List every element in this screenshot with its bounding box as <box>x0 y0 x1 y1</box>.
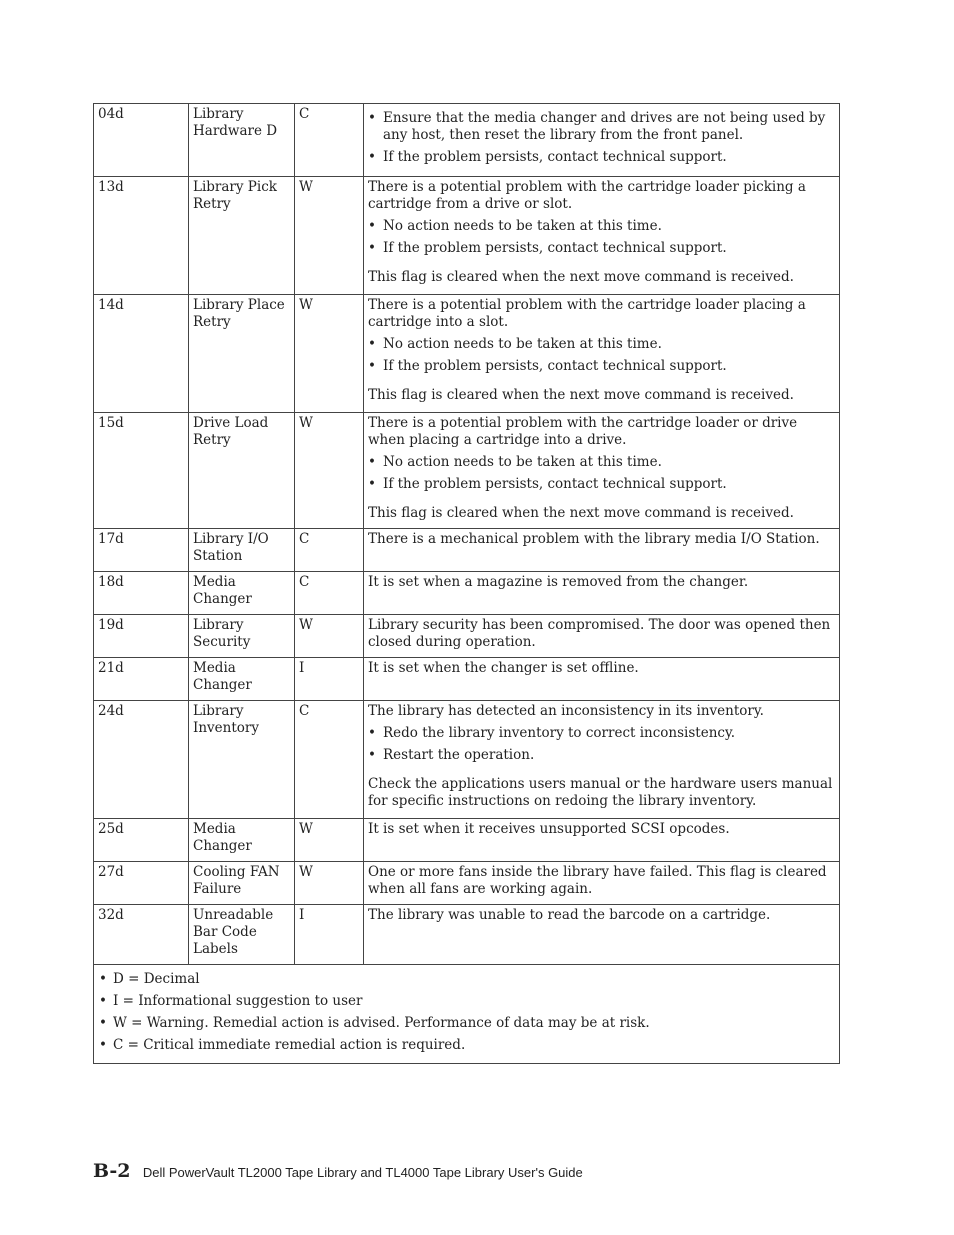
bullet-item: • Redo the library inventory to correct inconsistency. <box>368 725 835 742</box>
flag-name: Drive Load Retry <box>189 413 295 529</box>
bullet-item: • If the problem persists, contact technical support. <box>368 240 835 257</box>
bullet-item: • No action needs to be taken at this time. <box>368 454 835 471</box>
flag-code: 04d <box>94 104 189 177</box>
flag-description <box>364 413 840 529</box>
flag-code: 32d <box>94 905 189 965</box>
description-note: This flag is cleared when the next move command is received. <box>368 505 794 521</box>
flag-name: Library Place Retry <box>189 295 295 413</box>
page-footer <box>93 1160 583 1182</box>
flag-name: Library Pick Retry <box>189 177 295 295</box>
bullet-item: • If the problem persists, contact technical support. <box>368 149 835 166</box>
bullet-item: • No action needs to be taken at this time. <box>368 218 835 235</box>
description-text: There is a potential problem with the cartridge loader or drive when placing a cartridge into a drive. <box>368 415 798 448</box>
bullet-list <box>368 336 835 375</box>
legend-item: • C = Critical immediate remedial action is required. <box>98 1037 835 1054</box>
flag-name: Library Inventory <box>189 701 295 819</box>
flag-type: W <box>295 413 364 529</box>
table-row <box>94 615 840 658</box>
table-row <box>94 529 840 572</box>
bullet-list <box>368 218 835 257</box>
table-row <box>94 413 840 529</box>
flag-type: C <box>295 529 364 572</box>
legend-item: • W = Warning. Remedial action is advised. Performance of data may be at risk. <box>98 1015 835 1032</box>
page-number: B-2 <box>93 1160 131 1182</box>
legend-item: • D = Decimal <box>98 971 835 988</box>
flag-description <box>364 701 840 819</box>
table-row <box>94 104 840 177</box>
legend-row <box>94 965 840 1064</box>
document-title: Dell PowerVault TL2000 Tape Library and TL4000 Tape Library User's Guide <box>142 1165 583 1180</box>
flag-code: 24d <box>94 701 189 819</box>
flag-name: Media Changer <box>189 658 295 701</box>
table-row <box>94 905 840 965</box>
flag-description: It is set when it receives unsupported SCSI opcodes. <box>364 819 840 862</box>
flag-type: W <box>295 862 364 905</box>
flag-name: Library Hardware D <box>189 104 295 177</box>
flag-code: 18d <box>94 572 189 615</box>
bullet-item: • Restart the operation. <box>368 747 835 764</box>
flag-code: 15d <box>94 413 189 529</box>
flag-type: I <box>295 658 364 701</box>
description-text: There is a potential problem with the cartridge loader placing a cartridge into a slot. <box>368 297 806 330</box>
table-row <box>94 295 840 413</box>
flag-name: Library Security <box>189 615 295 658</box>
flag-description: It is set when the changer is set offline. <box>364 658 840 701</box>
flag-code: 27d <box>94 862 189 905</box>
flag-type: W <box>295 295 364 413</box>
flag-description: It is set when a magazine is removed from the changer. <box>364 572 840 615</box>
description-note: Check the applications users manual or the hardware users manual for specific instructions on redoing the library inventory. <box>368 776 833 809</box>
flag-type: C <box>295 572 364 615</box>
table-row <box>94 572 840 615</box>
flag-type: C <box>295 104 364 177</box>
flag-name: Media Changer <box>189 572 295 615</box>
bullet-list <box>368 725 835 764</box>
flag-name: Library I/O Station <box>189 529 295 572</box>
legend-cell <box>94 965 840 1064</box>
tape-alert-flags-table <box>93 103 840 1064</box>
flag-code: 17d <box>94 529 189 572</box>
flag-type: C <box>295 701 364 819</box>
description-text: There is a potential problem with the cartridge loader picking a cartridge from a drive or slot. <box>368 179 806 212</box>
flag-name: Cooling FAN Failure <box>189 862 295 905</box>
flag-description <box>364 295 840 413</box>
table-row <box>94 701 840 819</box>
flag-type: W <box>295 819 364 862</box>
bullet-item: • If the problem persists, contact technical support. <box>368 358 835 375</box>
flag-description: Library security has been compromised. The door was opened then closed during operation. <box>364 615 840 658</box>
table-row <box>94 862 840 905</box>
table-row <box>94 819 840 862</box>
legend-list <box>98 971 835 1054</box>
flag-description <box>364 104 840 177</box>
flag-name: Media Changer <box>189 819 295 862</box>
flag-code: 19d <box>94 615 189 658</box>
bullet-item: • No action needs to be taken at this time. <box>368 336 835 353</box>
table-row <box>94 658 840 701</box>
description-note: This flag is cleared when the next move command is received. <box>368 269 794 285</box>
flag-description <box>364 177 840 295</box>
description-note: This flag is cleared when the next move command is received. <box>368 387 794 403</box>
flag-type: W <box>295 615 364 658</box>
legend-item: • I = Informational suggestion to user <box>98 993 835 1010</box>
description-text: The library has detected an inconsistency in its inventory. <box>368 703 764 719</box>
flag-type: W <box>295 177 364 295</box>
flag-description: One or more fans inside the library have failed. This flag is cleared when all fans are working again. <box>364 862 840 905</box>
table-row <box>94 177 840 295</box>
flag-code: 21d <box>94 658 189 701</box>
bullet-item: • If the problem persists, contact technical support. <box>368 476 835 493</box>
flag-type: I <box>295 905 364 965</box>
flag-code: 13d <box>94 177 189 295</box>
flag-code: 14d <box>94 295 189 413</box>
flag-code: 25d <box>94 819 189 862</box>
bullet-item: • Ensure that the media changer and drives are not being used by any host, then reset the library from the front panel. <box>368 110 835 144</box>
bullet-list <box>368 454 835 493</box>
flag-description: There is a mechanical problem with the library media I/O Station. <box>364 529 840 572</box>
bullet-list <box>368 110 835 166</box>
flag-description: The library was unable to read the barcode on a cartridge. <box>364 905 840 965</box>
flag-name: Unreadable Bar Code Labels <box>189 905 295 965</box>
